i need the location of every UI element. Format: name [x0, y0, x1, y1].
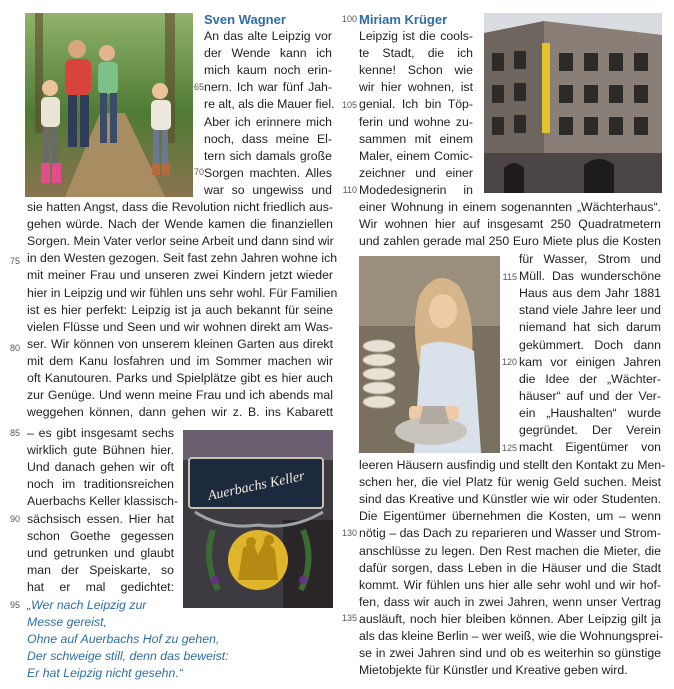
- quote-line: Er hat Leipzig nicht gesehn.“: [27, 666, 183, 681]
- text-line: Wir wohnen hier auf insgesamt 250 Quadratmetern: [359, 217, 661, 232]
- text-line: sind das Kreative und Künstler wie wir oder Studenten.: [359, 492, 661, 507]
- text-line: nötig – das Dach zu reparieren und Wasser und Strom-: [359, 526, 661, 541]
- line-number: 100: [341, 14, 357, 24]
- text-line: Haus aus dem Jahr 1881: [519, 286, 661, 301]
- text-line: gehen würde. Nach der Wende kamen die finanziellen: [27, 217, 333, 232]
- text-line: schon Goethe gegessen: [27, 528, 174, 543]
- text-line: noch, dass meine El-: [204, 131, 332, 146]
- text-line: schen her, die viel Platz für wenig Geld suchen. Meist: [359, 475, 661, 490]
- text-line: kenne! Schon wie: [359, 63, 473, 78]
- line-number: 85: [9, 428, 20, 438]
- text-line: zur Genüge. Und wenn meine Frau und ich abends mal: [27, 388, 333, 403]
- text-line: oft Kanutouren. Parks und Spielplätze gibt es hier auch: [27, 371, 333, 385]
- line-number: 115: [502, 272, 517, 282]
- line-number: 125: [501, 443, 517, 453]
- waechterhaus-photo: [484, 13, 662, 193]
- text-line: ein „Haushalten“ wurde: [519, 405, 661, 420]
- text-line: fen, dass wir auch in zwei Jahren, wenn unser Vertrag: [359, 594, 661, 609]
- line-number: 90: [9, 514, 20, 524]
- text-line: Und danach gehen wir oft: [27, 460, 174, 475]
- line-number: 70: [193, 167, 204, 177]
- text-line: re alt, als die Mauer fiel.: [204, 97, 335, 112]
- text-line: mich kaum noch erin-: [204, 63, 332, 78]
- text-line: nern. Ich war fünf Jah-: [204, 80, 332, 95]
- auerbachs-keller-photo: [183, 430, 333, 608]
- line-number: 130: [341, 528, 357, 538]
- line-number: 75: [9, 256, 20, 266]
- text-line: kam vor einigen Jahren: [519, 354, 661, 369]
- text-line: die Idee der „Wächter-: [519, 371, 661, 386]
- text-line: – es gibt insgesamt sechs: [27, 426, 174, 440]
- text-line: zeichner und einer: [359, 165, 473, 180]
- text-line: wir hier wohnen, ist: [359, 80, 473, 95]
- text-line: Maler, einem Comic-: [359, 148, 473, 163]
- line-number: 80: [9, 343, 20, 353]
- text-line: mit meiner Frau und unseren zwei Kindern jetzt wieder: [27, 268, 333, 283]
- potter-photo: [359, 256, 500, 453]
- sign-text: Auerbachs Keller: [206, 468, 306, 505]
- text-line: in den Westen gezogen. Seit fast zehn Jahren wohne ich: [27, 251, 338, 266]
- text-line: Sorgen machten. Alles: [204, 165, 332, 180]
- text-line: Auerbachs Keller klassisch-: [27, 494, 179, 509]
- line-number: 120: [501, 357, 517, 367]
- text-line: gekümmert. Doch dann: [519, 337, 661, 352]
- text-line: einer Wohnung in einem sogenannten „Wächterhaus“.: [359, 200, 661, 214]
- text-line: mit dem Kanu losfahren und im Sommer machen wir: [27, 353, 333, 368]
- text-line: man der Speiskarte, so: [27, 562, 174, 577]
- text-line: stand viele Jahre leer und: [519, 303, 661, 318]
- text-line: und zahlen gerade mal 250 Euro Miete plus die Kosten: [359, 234, 661, 249]
- text-line: Aber ich erinnere mich: [204, 114, 332, 129]
- text-line: ausläuft, noch hier bleiben können. Aber Leipzig gilt ja: [359, 611, 661, 626]
- text-line: wirklich gute Bühnen hier.: [27, 443, 174, 458]
- text-line: Müll. Das wunderschöne: [519, 269, 661, 284]
- line-number: 110: [342, 185, 357, 195]
- text-line: für Wasser, Strom und: [519, 252, 661, 266]
- text-line: weggehen können, dann gehen wir z. B. ins Kabarett: [27, 405, 333, 420]
- text-line: war so ungewiss und: [204, 182, 332, 197]
- text-line: Mietobjekte für Künstler und Kreative geben wird.: [359, 663, 628, 678]
- text-line: anschlüsse zu legen. Den Rest machen die Mieter, die: [359, 543, 661, 558]
- text-line: Modedesignerin in: [359, 182, 473, 197]
- quote-line: Der schweige still, denn das beweist:: [27, 649, 229, 664]
- text-line: hat er mal gedichtet:: [27, 579, 174, 594]
- text-line: vielen Flüsse und Seen und wir wohnen direkt am Was-: [27, 319, 333, 334]
- text-line: häuser“ auf und der Ver-: [519, 388, 661, 403]
- text-line: ser. Wir können von unserem kleinen Garten aus direkt: [27, 336, 333, 351]
- text-line: gegründet. Der Verein: [519, 423, 661, 437]
- text-line: genial. Ich bin Töp-: [359, 97, 473, 112]
- text-line: kommt. Wir fühlen uns hier alle sehr wohl und wir hof-: [359, 577, 661, 592]
- text-line: sächsisch essen. Hier hat: [27, 511, 174, 526]
- text-line: sammen mit einem: [359, 131, 473, 146]
- text-line: Leipzig ist die cools-: [359, 29, 473, 43]
- line-number: 95: [9, 600, 20, 610]
- family-photo: [25, 13, 193, 197]
- text-line: ferin und wohne zu-: [359, 114, 473, 129]
- text-line: tern sich damals große: [204, 148, 332, 163]
- text-line: noch im traditionsreichen: [27, 477, 174, 492]
- text-line: sie hatten Angst, dass die Revolution nicht friedlich aus-: [27, 200, 333, 214]
- text-line: macht Eigentümer von: [519, 440, 661, 455]
- quote-line: „Wer nach Leipzig zur: [27, 598, 147, 612]
- text-line: hier in Leipzig und wir fühlen uns sehr wohl. Für Familien: [27, 285, 338, 300]
- line-number: 105: [341, 100, 357, 110]
- text-line: Die Eigentümer übernehmen die Kosten, um – wenn: [359, 509, 661, 524]
- line-number: 135: [341, 613, 357, 623]
- text-line: An das alte Leipzig vor: [204, 29, 332, 43]
- text-line: der Wende kann ich: [204, 46, 332, 61]
- quote-line: Ohne auf Auerbachs Hof zu gehen,: [27, 632, 220, 647]
- author-name-left: Sven Wagner: [204, 12, 286, 27]
- text-line: als das kleine Berlin – wer weiß, wie die Wohnungsprei-: [359, 629, 663, 643]
- text-line: ist es hier perfekt: Leipzig ist ja auch bekannt für seine: [27, 302, 333, 317]
- text-line: und getrunken und glaubt: [27, 545, 174, 560]
- text-line: Sorgen. Mein Vater verlor seine Arbeit und dann sind wir: [27, 234, 334, 249]
- author-name-right: Miriam Krüger: [359, 12, 448, 27]
- line-number: 65: [193, 82, 204, 92]
- text-line: se in zwei Jahren sind und ob es weiterhin so günstige: [359, 646, 661, 661]
- text-line: te Stadt, die ich: [359, 46, 473, 61]
- quote-line: Messe gereist,: [27, 615, 107, 630]
- text-line: dafür sorgen, dass Leben in die Häuser und die Stadt: [359, 560, 661, 575]
- text-line: niemand hat sich darum: [519, 320, 661, 335]
- text-line: leeren Häusern ausfindig und stellt den Kontakt zu Men-: [359, 458, 666, 472]
